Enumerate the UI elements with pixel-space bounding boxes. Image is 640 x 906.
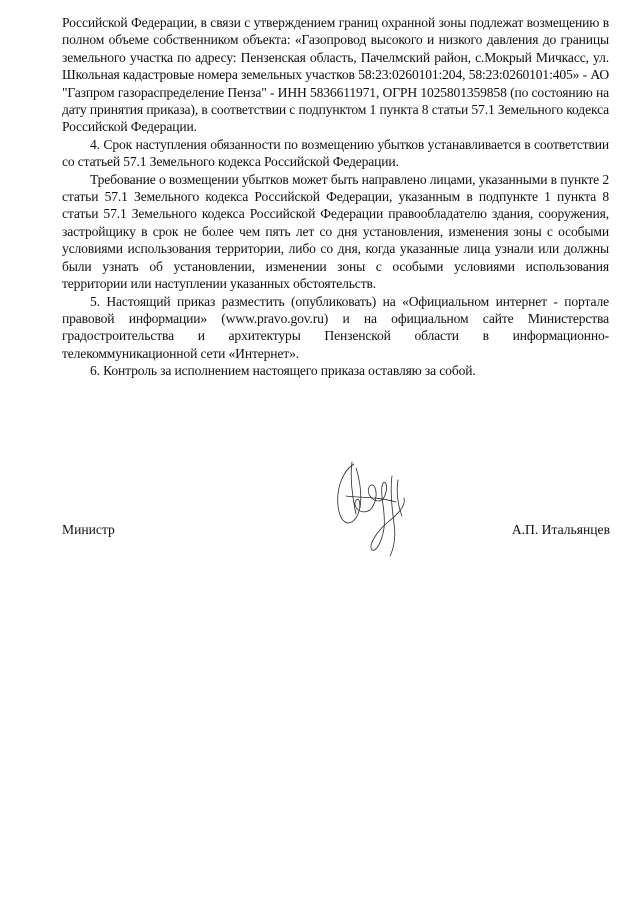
paragraph-item-6: 6. Контроль за исполнением настоящего приказа оставляю за собой.	[90, 363, 476, 379]
signature-block	[62, 521, 610, 541]
document-body	[62, 14, 609, 380]
signatory-title: Министр	[62, 522, 115, 537]
signatory-name: А.П. Итальянцев	[511, 522, 610, 537]
paragraph-item-5: 5. Настоящий приказ разместить (опубликовать) на «Официальном интернет - портале правовой информации» (www.pravo.gov.ru) и на официальном сайте Министерства градостроительства и архитектуры Пензенской области в информационно-телекоммуникационной сети «Интернет».	[62, 293, 609, 361]
handwritten-signature	[326, 456, 422, 566]
paragraph-item-4: 4. Срок наступления обязанности по возмещению убытков устанавливается в соответствии со статьей 57.1 Земельного кодекса Российской Федерации.	[62, 136, 609, 170]
paragraph-compensation-owner: Российской Федерации, в связи с утверждением границ охранной зоны подлежат возмещению в полном объеме собственником объекта: «Газопровод высокого и низкого давления до границы земельного участка по адресу: Пензенская область, Пачелмский район, с.Мокрый Мичкасс, ул. Школьная кадастровые номера земельных участков 58:23:0260101:204, 58:23:0260101:405» - АО "Газпром газораспределение Пенза" - ИНН 5836611971, ОГРН 1025801359858 (по состоянию на дату принятия приказа), в соответствии с подпунктом 1 пункта 8 статьи 57.1 Земельного кодекса Российской Федерации.	[62, 15, 609, 135]
paragraph-claim-requirement: Требование о возмещении убытков может быть направлено лицами, указанными в пункте 2 статьи 57.1 Земельного кодекса Российской Федерации, указанным в подпункте 1 пункта 8 статьи 57.1 Земельного кодекса Российской Федерации правообладателю здания, сооружения, застройщику в срок не более чем пять лет со дня установления, изменения зоны с особыми условиями использования территории, либо со дня, когда указанные лица узнали или должны были узнать об установлении, изменении зоны с особыми условиями использования территории или наступлении указанных обстоятельств.	[62, 171, 609, 292]
